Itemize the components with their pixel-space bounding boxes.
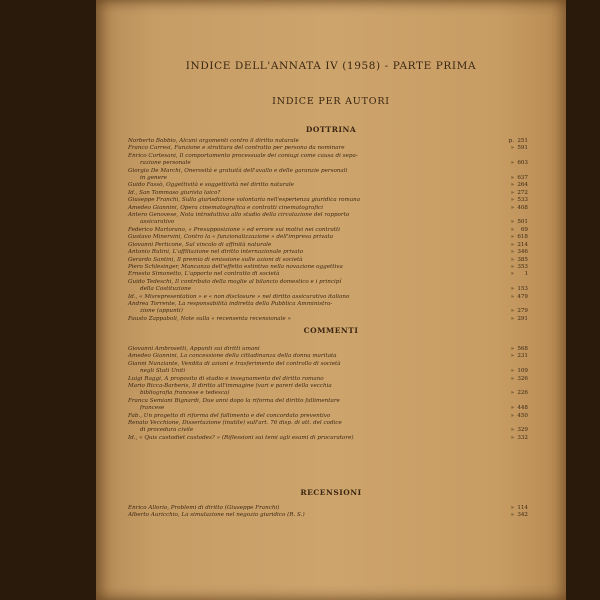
entry-page-prefix: » — [510, 175, 514, 182]
entry-text: negli Stati Uniti — [140, 368, 186, 375]
entry-text: Antonio Rutini, L'affiliazione nel diritto internazionale privato — [128, 249, 304, 256]
entry-page-number: 251 — [517, 138, 528, 144]
entry-text: Gerardo Santini, Il premio di emissione sulle azioni di società — [128, 256, 303, 263]
entry-page-number: 450 — [517, 412, 528, 419]
entry-page-prefix: » — [510, 271, 514, 278]
entry-text: Franca Semiani Bignardi, Due anni dopo la riforma del diritto fallimentare — [128, 397, 340, 404]
entry-text: Guido Tedeschi, Il contributo della moglie al bilancio domestico e i principî — [128, 278, 342, 285]
entry-page-number: 346 — [517, 249, 528, 256]
entry-page-number: 618 — [517, 234, 528, 241]
index-entry — [128, 219, 528, 226]
index-entry — [128, 160, 528, 167]
entry-text: Mario Ricca-Barberis, Il diritto all'immagine (vari e pareri della vecchia — [128, 383, 332, 390]
entry-page-number: 1 — [524, 271, 528, 278]
index-entry — [128, 294, 528, 301]
index-entry — [128, 512, 528, 519]
entry-page-number: 568 — [517, 346, 528, 352]
entry-page-number: 114 — [517, 505, 528, 511]
entry-page-number: 326 — [517, 375, 528, 382]
index-entry — [128, 234, 528, 241]
entry-text: di procedura civile — [140, 427, 194, 434]
index-entry — [128, 435, 528, 442]
index-entry — [128, 227, 528, 234]
entry-text: francese — [140, 405, 165, 412]
entry-text: Giovanni Perticone, Sul vincolo di affinità naturale — [128, 241, 272, 248]
entry-text: Id., « Misrepresentation » e « non disclosure » nel diritto assicurativo italiano — [128, 293, 350, 300]
index-entry — [128, 308, 528, 315]
index-entry — [128, 138, 528, 145]
entry-page-number: 342 — [517, 512, 528, 519]
entry-page-prefix: » — [510, 434, 514, 441]
section-heading-commenti: COMMENTI — [303, 326, 359, 335]
index-entry — [128, 420, 528, 427]
entry-page-prefix: » — [510, 182, 514, 189]
index-entry — [128, 368, 528, 375]
entry-page-prefix: » — [510, 308, 514, 315]
entry-page-prefix: » — [510, 226, 514, 233]
entry-text: Enrico Cortesani, Il comportamento processuale dei coniugi come causa di sepa- — [128, 152, 358, 159]
index-entry — [128, 361, 528, 368]
entry-text: Ernesto Simonetto, L'apporto nel contratto di società — [128, 271, 280, 278]
index-entry — [128, 353, 528, 360]
section-recensioni-list — [128, 505, 528, 520]
entry-text: Id., « Quis custodiet custodes? » (Riflessioni sui temi agli esami di procuratore) — [128, 434, 354, 441]
entry-page-prefix: » — [510, 505, 514, 511]
entry-page-prefix: » — [510, 512, 514, 519]
entry-text: Enrico Allorio, Problemi di diritto (Giuseppe Franchi) — [128, 505, 280, 511]
index-entry — [128, 286, 528, 293]
index-entry — [128, 316, 528, 323]
entry-page-prefix: » — [510, 145, 514, 152]
index-entry — [128, 398, 528, 405]
entry-page-number: 479 — [517, 293, 528, 300]
index-entry — [128, 376, 528, 383]
entry-page-number: 214 — [517, 241, 528, 248]
entry-page-prefix: » — [510, 197, 514, 204]
entry-page-number: 291 — [517, 315, 528, 322]
entry-text: Gustavo Minervini, Contro la « funzionalizzazione » dell'impresa privata — [128, 234, 334, 241]
entry-text: Id., San Tommaso giurista laico? — [128, 189, 221, 196]
entry-text: Giuseppe Franchi, Sulla giurisdizione volontaria nell'esperienza giuridica romana — [128, 197, 361, 204]
index-entry — [128, 190, 528, 197]
index-entry — [128, 212, 528, 219]
entry-page-prefix: » — [510, 219, 514, 226]
entry-text: Andrea Torrente, La responsabilità indiretta della Pubblica Amministra- — [128, 300, 333, 307]
entry-text: Franco Carresi, Funzione e struttura del contratto per persona da nominare — [128, 145, 345, 152]
index-entry — [128, 279, 528, 286]
entry-text: Alberto Auricchio, La simulazione nel negozio giuridico (R. S.) — [128, 512, 305, 519]
index-entry — [128, 197, 528, 204]
entry-page-prefix: » — [510, 263, 514, 270]
entry-page-prefix: » — [510, 315, 514, 322]
entry-page-number: 279 — [517, 308, 528, 315]
document-page — [96, 0, 566, 600]
entry-page-number: 69 — [520, 226, 528, 233]
entry-text: Federico Martorano, « Presupposizione » ed errore sui motivi nei contratti — [128, 226, 341, 233]
entry-page-prefix: » — [510, 241, 514, 248]
entry-page-number: 591 — [517, 145, 528, 152]
index-entry — [128, 271, 528, 278]
entry-page-number: 637 — [517, 175, 528, 182]
index-entry — [128, 153, 528, 160]
entry-page-number: 231 — [517, 353, 528, 360]
index-entry — [128, 346, 528, 353]
entry-page-prefix: » — [510, 249, 514, 256]
entry-page-prefix: » — [510, 293, 514, 300]
entry-text: Fab., Un progetto di riforma del fallimento e del concordato preventivo — [128, 412, 331, 419]
entry-text: in genere — [140, 175, 167, 182]
entry-text: Amedeo Giannini, La concessione della cittadinanza della donna maritata — [128, 353, 337, 360]
entry-text: Giovanni Ambrosetti, Appunti sui diritti umani — [128, 346, 260, 352]
entry-text: Luigi Raggi, A proposito di studio e insegnamento del diritto romano — [128, 375, 324, 382]
section-heading-recensioni: RECENSIONI — [300, 488, 362, 497]
entry-page-prefix: p. — [508, 138, 514, 144]
entry-page-number: 109 — [517, 368, 528, 375]
entry-page-number: 264 — [517, 182, 528, 189]
entry-page-number: 332 — [517, 434, 528, 441]
entry-page-prefix: » — [510, 286, 514, 293]
entry-page-prefix: » — [510, 160, 514, 167]
index-entry — [128, 242, 528, 249]
entry-text: Renato Vecchione, Dissertazione (inutile) sull'art. 76 disp. di att. del codice — [128, 420, 342, 427]
entry-page-prefix: » — [510, 234, 514, 241]
entry-text: assicurativo — [140, 219, 175, 226]
entry-page-number: 501 — [517, 219, 528, 226]
index-entry — [128, 182, 528, 189]
entry-page-number: 272 — [517, 189, 528, 196]
index-entry — [128, 168, 528, 175]
entry-page-prefix: » — [510, 390, 514, 397]
entry-page-number: 448 — [517, 405, 528, 412]
section-heading-dottrina: DOTTRINA — [305, 125, 357, 134]
entry-page-prefix: » — [510, 368, 514, 375]
section-dottrina-list — [128, 138, 528, 323]
index-entry — [128, 145, 528, 152]
entry-page-prefix: » — [510, 405, 514, 412]
page-subtitle: INDICE PER AUTORI — [272, 96, 390, 107]
entry-text: Amedeo Giannini, Opera cinematografica e contratti cinematografici — [128, 204, 323, 211]
index-entry — [128, 205, 528, 212]
entry-text: Gianni Nunziante, Vendita di azioni e trasferimento del controllo di società — [128, 360, 341, 367]
entry-page-number: 353 — [517, 263, 528, 270]
entry-page-prefix: » — [510, 189, 514, 196]
entry-text: Piero Schlesinger, Mancanza dell'effetto estintivo nella novazione oggettiva — [128, 263, 343, 270]
entry-text: della Costituzione — [140, 286, 192, 293]
entry-text: razione personale — [140, 160, 191, 167]
entry-text: bibliografia francese e tedesca) — [140, 390, 230, 397]
entry-page-prefix: » — [510, 256, 514, 263]
entry-page-number: 226 — [517, 390, 528, 397]
entry-page-prefix: » — [510, 375, 514, 382]
index-entry — [128, 413, 528, 420]
entry-page-prefix: » — [510, 204, 514, 211]
index-entry — [128, 405, 528, 412]
index-entry — [128, 427, 528, 434]
entry-page-number: 408 — [517, 204, 528, 211]
index-entry — [128, 257, 528, 264]
index-entry — [128, 301, 528, 308]
entry-text: Guido Fassò, Oggettività e soggettività nel diritto naturale — [128, 182, 294, 189]
entry-text: Antero Genovese, Nota introduttiva allo studio della circolazione del rapporto — [128, 212, 350, 219]
entry-text: Giorgio De Marchi, Onerosità e gratuità dell'avallo e delle garanzie personali — [128, 167, 348, 174]
entry-text: Fausto Zappaboli, Note sulla « recensenta recensionale » — [128, 315, 291, 322]
index-entry — [128, 249, 528, 256]
entry-page-number: 533 — [517, 197, 528, 204]
section-commenti-list — [128, 346, 528, 442]
entry-page-prefix: » — [510, 412, 514, 419]
entry-page-number: 153 — [517, 286, 528, 293]
entry-text: zione (appunti) — [140, 308, 183, 315]
page-title: INDICE DELL'ANNATA IV (1958) - PARTE PRIMA — [185, 60, 477, 72]
entry-page-prefix: » — [510, 427, 514, 434]
entry-page-prefix: » — [510, 346, 514, 352]
entry-page-number: 603 — [517, 160, 528, 167]
entry-text: Norberto Bobbio, Alcuni argomenti contro il diritto naturale — [128, 138, 299, 144]
entry-page-number: 385 — [517, 256, 528, 263]
index-entry — [128, 390, 528, 397]
entry-page-number: 329 — [517, 427, 528, 434]
entry-page-prefix: » — [510, 353, 514, 360]
